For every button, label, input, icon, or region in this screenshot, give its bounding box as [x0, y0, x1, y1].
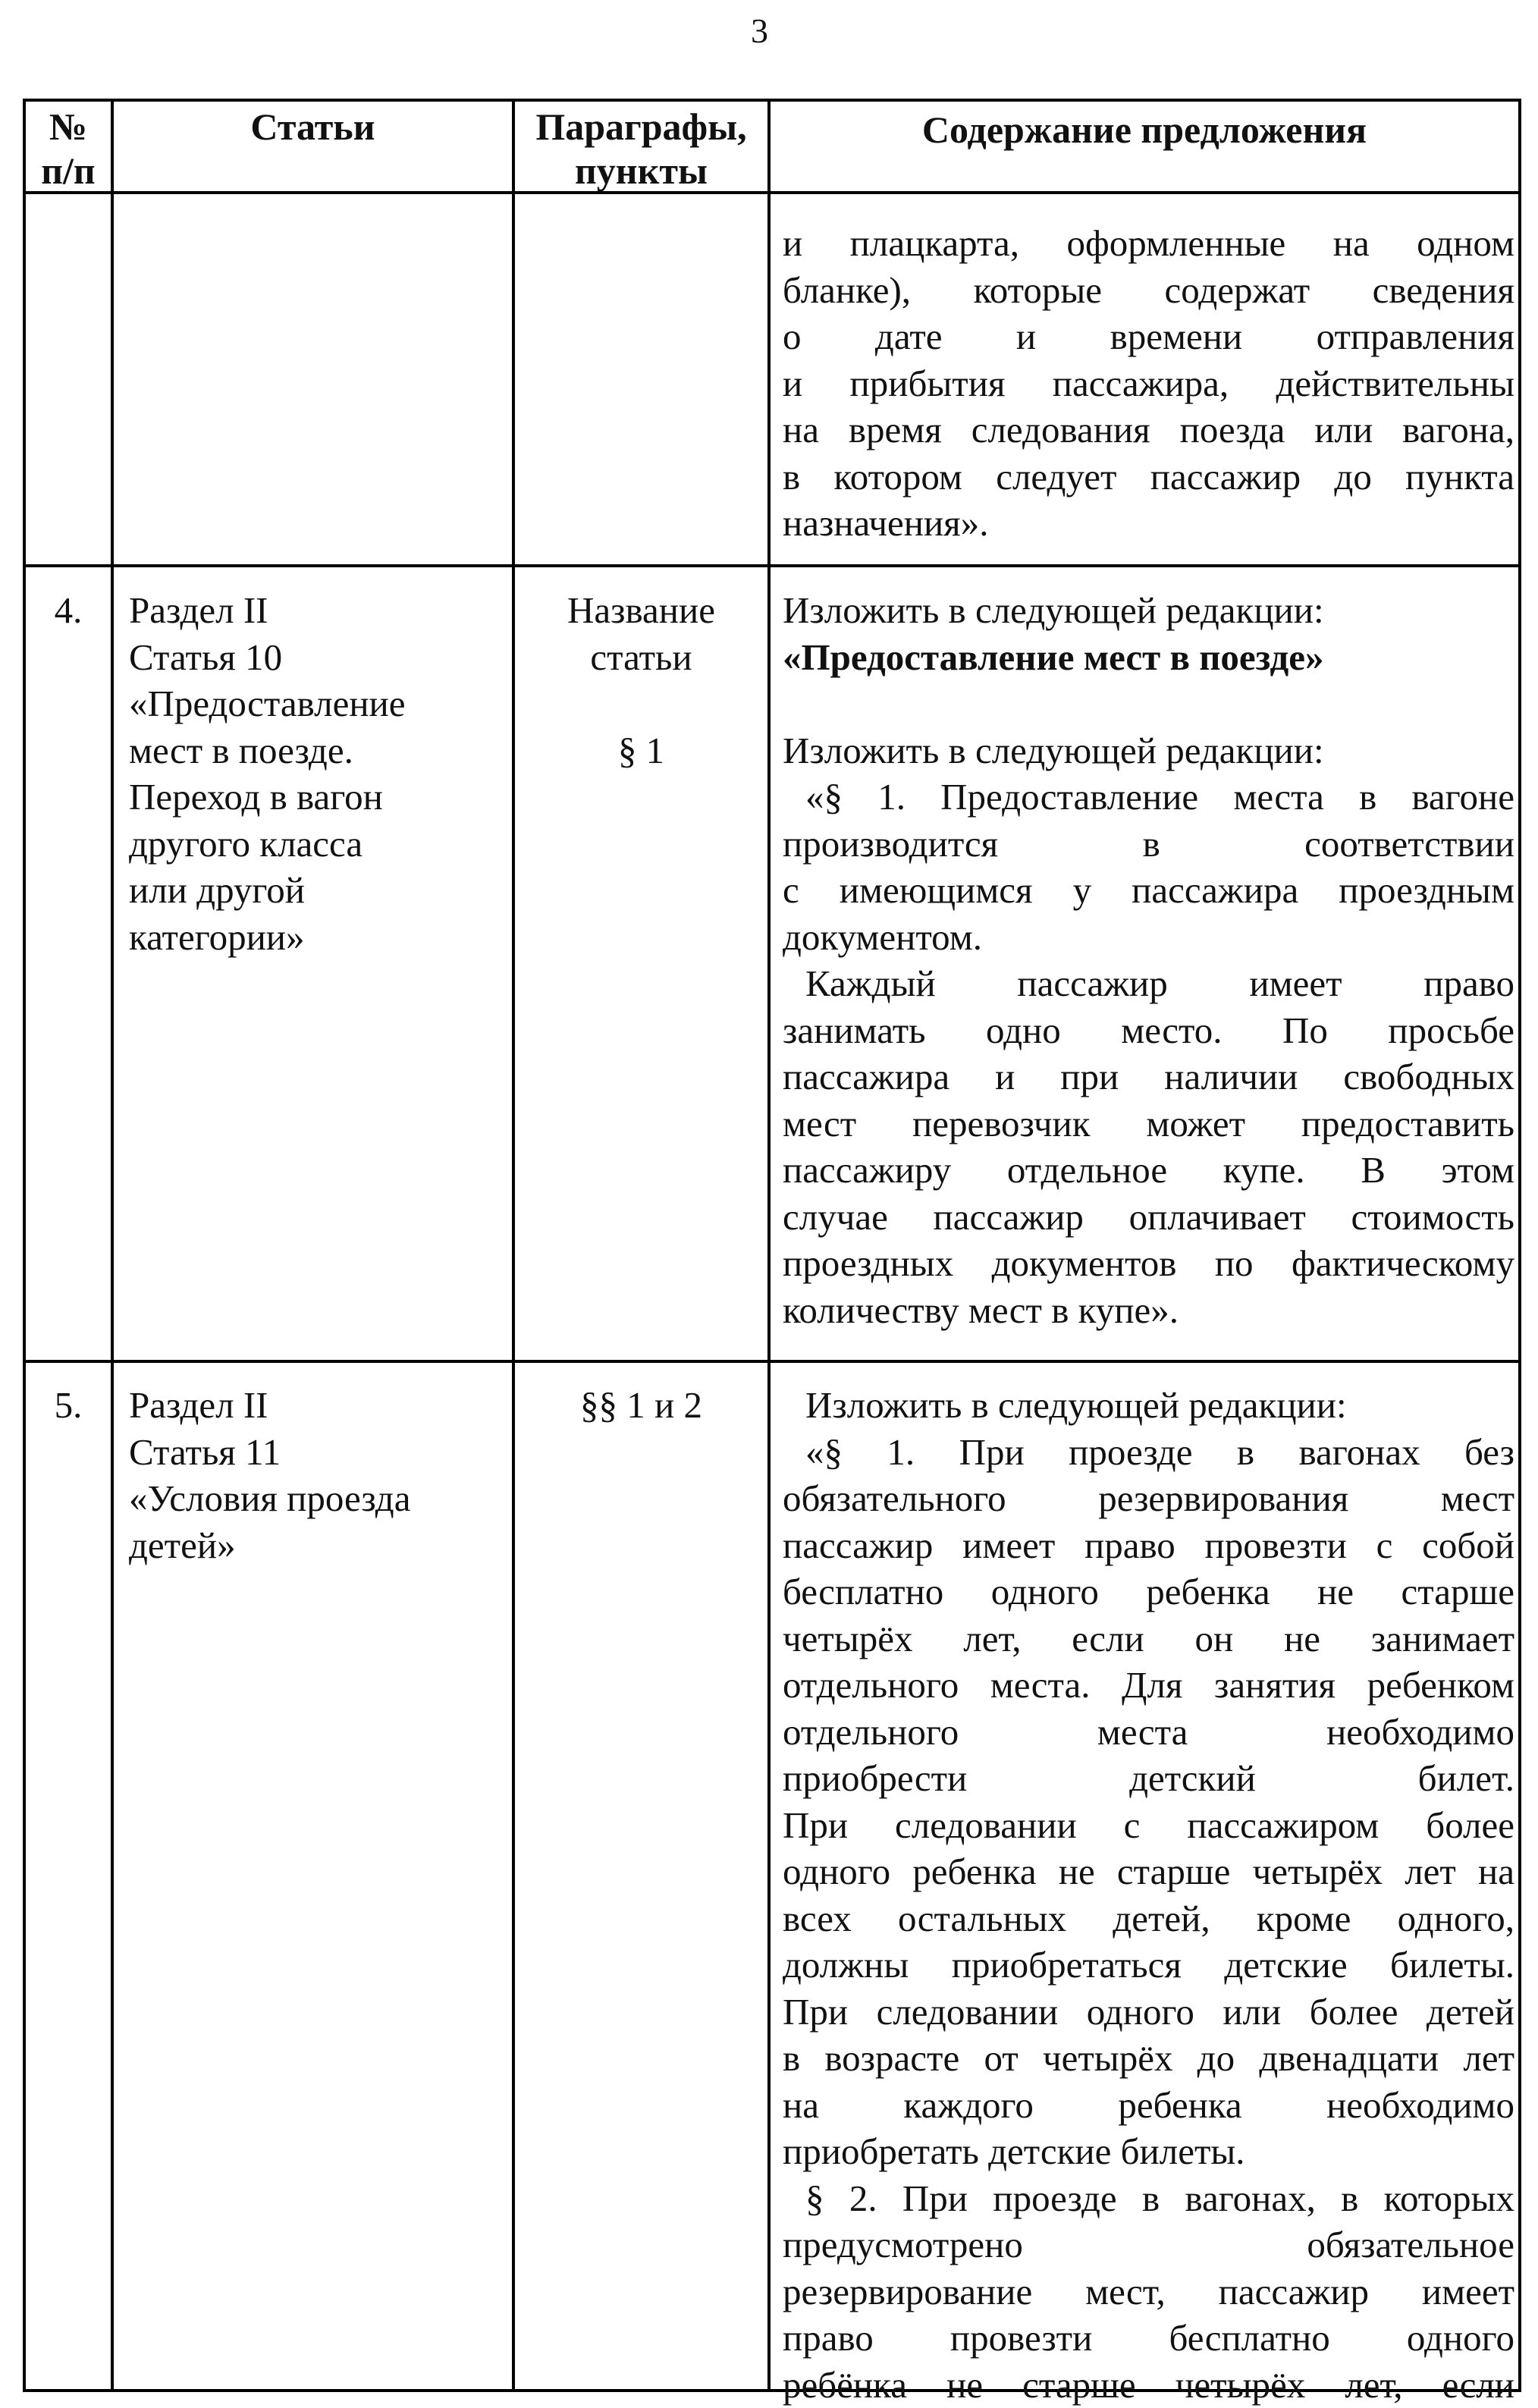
row-number: 4.	[30, 587, 106, 634]
content-line: Изложить в следующей редакции:	[783, 1382, 1514, 1429]
content-line: бесплатно одного ребенка не старше	[783, 1568, 1514, 1615]
paragraphs-cell	[515, 1382, 767, 1429]
content-line: При следовании с пассажиром более	[783, 1802, 1514, 1849]
article-line: мест в поезде.	[129, 727, 508, 774]
content-line: отдельного места. Для занятия ребенком	[783, 1662, 1514, 1709]
header-paragraphs	[515, 105, 767, 193]
article-line: «Условия проезда	[129, 1475, 508, 1522]
content-cell	[783, 587, 1514, 1333]
table-border-right	[1518, 99, 1521, 2392]
content-line: назначения».	[783, 500, 1514, 547]
content-line: При следовании одного или более детей	[783, 1989, 1514, 2036]
content-line: документом.	[783, 914, 1514, 961]
content-line: и плацкарта, оформленные на одном	[783, 220, 1514, 267]
row-divider	[23, 1360, 1520, 1363]
content-line: Изложить в следующей редакции:	[783, 727, 1514, 774]
header-paragraphs-line: Параграфы,	[515, 105, 767, 149]
content-line: случае пассажир оплачивает стоимость	[783, 1194, 1514, 1241]
content-line: право провезти бесплатно одного	[783, 2315, 1514, 2362]
table-border-top	[23, 99, 1520, 102]
paragraphs-cell	[515, 587, 767, 774]
article-cell	[129, 587, 508, 960]
content-line: занимать одно место. По просьбе	[783, 1007, 1514, 1054]
content-cell	[783, 220, 1514, 547]
content-line: мест перевозчик может предоставить	[783, 1100, 1514, 1147]
content-cell	[783, 1382, 1514, 2408]
content-line	[783, 680, 1514, 727]
content-line: приобретать детские билеты.	[783, 2128, 1514, 2175]
header-content: Содержание предложения	[771, 108, 1518, 152]
content-line: «Предоставление мест в поезде»	[783, 634, 1514, 681]
row-number: 5.	[30, 1382, 106, 1429]
column-divider	[767, 99, 771, 2392]
paragraphs-line: § 1	[515, 727, 767, 774]
header-num-line: п/п	[26, 149, 111, 193]
table-border-left	[23, 99, 26, 2392]
page-number: 3	[751, 11, 768, 51]
article-line: другого класса	[129, 821, 508, 868]
article-line: детей»	[129, 1522, 508, 1569]
header-num-line: №	[26, 105, 111, 149]
article-cell	[129, 1382, 508, 1568]
article-line: Раздел II	[129, 587, 508, 634]
content-line: ребёнка не старше четырёх лет, если	[783, 2362, 1514, 2408]
content-line: § 2. При проезде в вагонах, в которых	[783, 2175, 1514, 2222]
article-line: или другой	[129, 867, 508, 914]
content-line: в котором следует пассажир до пункта	[783, 454, 1514, 501]
header-num	[26, 105, 111, 193]
article-line: Переход в вагон	[129, 774, 508, 821]
content-line: приобрести детский билет.	[783, 1755, 1514, 1802]
article-line: Раздел II	[129, 1382, 508, 1429]
content-line: предусмотрено обязательное	[783, 2221, 1514, 2268]
paragraphs-line	[515, 680, 767, 727]
article-line: «Предоставление	[129, 680, 508, 727]
content-line: отдельного места необходимо	[783, 1709, 1514, 1756]
header-articles: Статьи	[114, 105, 512, 149]
column-divider	[512, 99, 515, 2392]
content-line: пассажира и при наличии свободных	[783, 1053, 1514, 1100]
article-line: категории»	[129, 914, 508, 961]
content-line: о дате и времени отправления	[783, 313, 1514, 360]
content-line: должны приобретаться детские билеты.	[783, 1942, 1514, 1989]
content-line: пассажиру отдельное купе. В этом	[783, 1147, 1514, 1194]
content-line: обязательного резервирования мест	[783, 1475, 1514, 1522]
content-line: производится в соответствии	[783, 821, 1514, 868]
content-line: с имеющимся у пассажира проездным	[783, 867, 1514, 914]
header-paragraphs-line: пункты	[515, 149, 767, 193]
column-divider	[111, 99, 114, 2392]
header-divider	[23, 191, 1520, 194]
content-line: «§ 1. При проезде в вагонах без	[783, 1429, 1514, 1476]
content-line: на время следования поезда или вагона,	[783, 407, 1514, 454]
content-line: в возрасте от четырёх до двенадцати лет	[783, 2035, 1514, 2082]
article-line: Статья 10	[129, 634, 508, 681]
row-divider	[23, 564, 1520, 567]
content-line: бланке), которые содержат сведения	[783, 267, 1514, 314]
content-line: четырёх лет, если он не занимает	[783, 1615, 1514, 1662]
content-line: Каждый пассажир имеет право	[783, 960, 1514, 1007]
content-line: на каждого ребенка необходимо	[783, 2082, 1514, 2129]
article-line: Статья 11	[129, 1429, 508, 1476]
content-line: резервирование мест, пассажир имеет	[783, 2268, 1514, 2315]
content-line: пассажир имеет право провезти с собой	[783, 1522, 1514, 1569]
content-line: Изложить в следующей редакции:	[783, 587, 1514, 634]
paragraphs-line: §§ 1 и 2	[515, 1382, 767, 1429]
content-line: одного ребенка не старше четырёх лет на	[783, 1848, 1514, 1895]
content-line: количеству мест в купе».	[783, 1287, 1514, 1334]
paragraphs-line: статьи	[515, 634, 767, 681]
content-line: всех остальных детей, кроме одного,	[783, 1895, 1514, 1942]
paragraphs-line: Название	[515, 587, 767, 634]
content-line: «§ 1. Предоставление места в вагоне	[783, 774, 1514, 821]
content-line: проездных документов по фактическому	[783, 1240, 1514, 1287]
content-line: и прибытия пассажира, действительны	[783, 360, 1514, 407]
